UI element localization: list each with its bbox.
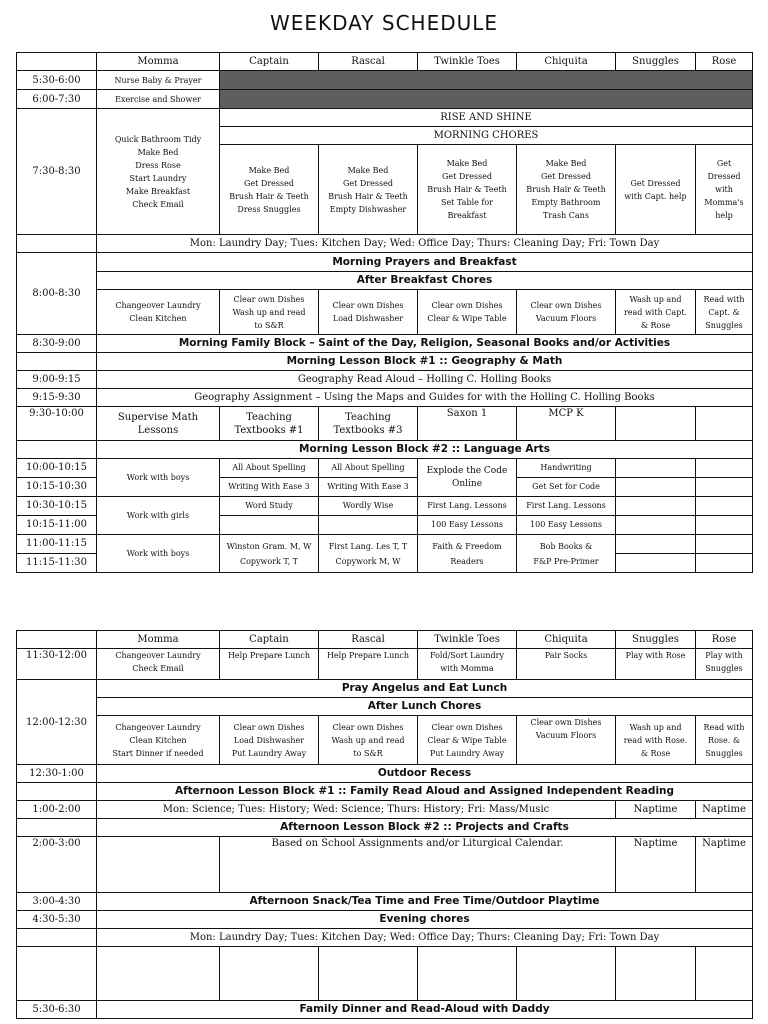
table-row: [17, 90, 753, 109]
time-cell: 9:30-10:00: [17, 407, 97, 441]
table-row: [17, 765, 753, 783]
table-row: [17, 353, 753, 371]
rascal-cell: Clear own Dishes Wash up and read to S&R: [319, 716, 418, 765]
weekday-themes: Mon: Laundry Day; Tues: Kitchen Day; Wed: Office Day; Thurs: Cleaning Day; Fri: Town Day: [97, 235, 753, 253]
table-row: [17, 441, 753, 459]
rose-cell: [696, 459, 753, 497]
snuggles-cell: Wash up and read with Rose. & Rose: [616, 716, 696, 765]
captain-cell: Make Bed Get Dressed Brush Hair & Teeth Dress Snuggles: [220, 145, 319, 235]
time-cell: 10:30-10:15: [25, 500, 87, 511]
time-cell: 5:30-6:00: [17, 71, 97, 90]
section-family-dinner: Family Dinner and Read-Aloud with Daddy: [97, 1001, 753, 1019]
header-rose: Rose: [696, 631, 753, 649]
header-twinkle-toes: Twinkle Toes: [418, 631, 517, 649]
time-cell: 8:00-8:30: [17, 253, 97, 335]
section-after-breakfast-chores: After Breakfast Chores: [97, 272, 753, 290]
section-lesson-block-2: Morning Lesson Block #2 :: Language Arts: [97, 441, 753, 459]
table-row: [17, 911, 753, 929]
captain-cell: [220, 459, 319, 497]
time-cell: 9:00-9:15: [17, 371, 97, 389]
time-cell: [17, 353, 97, 371]
header-captain: Captain: [220, 53, 319, 71]
captain-cell: Clear own Dishes Load Dishwasher Put Laundry Away: [220, 716, 319, 765]
time-cell: [17, 819, 97, 837]
rose-cell: Get Dressed with Momma's help: [696, 145, 753, 235]
twinkle-cell: Clear own Dishes Clear & Wipe Table: [418, 290, 517, 335]
chiquita-cell: Make Bed Get Dressed Brush Hair & Teeth Empty Bathroom Trash Cans: [517, 145, 616, 235]
momma-cell: Supervise Math Lessons: [97, 407, 220, 441]
twinkle-cell: [418, 497, 517, 535]
time-cell: [17, 947, 97, 1001]
captain-cell: Teaching Textbooks #1: [220, 407, 319, 441]
momma-cell: Changeover Laundry Clean Kitchen: [97, 290, 220, 335]
snuggles-cell: [616, 947, 696, 1001]
schedule-table-morning: [16, 52, 753, 573]
table-row: [17, 1001, 753, 1019]
header-chiquita: Chiquita: [517, 53, 616, 71]
table-row: [17, 649, 753, 680]
shaded-cell: [220, 90, 753, 109]
rascal-writing: Writing With Ease 3: [319, 477, 417, 496]
snuggles-cell: Wash up and read with Capt. & Rose: [616, 290, 696, 335]
header-captain: Captain: [220, 631, 319, 649]
time-cell-pair: [17, 459, 97, 497]
header-rose: Rose: [696, 53, 753, 71]
weekday-themes: Mon: Laundry Day; Tues: Kitchen Day; Wed: Office Day; Thurs: Cleaning Day; Fri: Town Day: [97, 929, 753, 947]
twinkle-cell: Clear own Dishes Clear & Wipe Table Put Laundry Away: [418, 716, 517, 765]
rascal-cell: Make Bed Get Dressed Brush Hair & Teeth Empty Dishwasher: [319, 145, 418, 235]
chiquita-cell: [517, 497, 616, 535]
section-evening-chores: Evening chores: [97, 911, 753, 929]
rascal-cell: [319, 459, 418, 497]
chiquita-cell: MCP K: [517, 407, 616, 441]
time-cell: [17, 783, 97, 801]
snuggles-cell: [616, 407, 696, 441]
section-rise-and-shine: RISE AND SHINE: [220, 109, 753, 127]
rascal-wordly-wise: Wordly Wise: [342, 501, 394, 510]
table-row: [17, 71, 753, 90]
time-cell: 6:00-7:30: [17, 90, 97, 109]
table-row: [17, 253, 753, 272]
rose-cell: Read with Capt. & Snuggles: [696, 290, 753, 335]
momma-cell: Quick Bathroom Tidy Make Bed Dress Rose Start Laundry Make Breakfast Check Email: [97, 109, 220, 235]
chiquita-cell: Pair Socks: [517, 649, 616, 680]
table-row: [17, 947, 753, 1001]
time-cell: 10:15-11:00: [17, 515, 96, 534]
section-morning-chores: MORNING CHORES: [220, 127, 753, 145]
captain-cell: Help Prepare Lunch: [220, 649, 319, 680]
time-cell-pair: [17, 497, 97, 535]
section-outdoor-recess: Outdoor Recess: [97, 765, 753, 783]
twinkle-cell: Explode the Code Online: [418, 459, 517, 497]
rose-cell: Naptime: [696, 837, 753, 893]
section-morning-prayers: Morning Prayers and Breakfast: [97, 253, 753, 272]
snuggles-cell: [616, 535, 696, 573]
snuggles-cell: Naptime: [616, 801, 696, 819]
table-row: [17, 235, 753, 253]
time-cell: 1:00-2:00: [17, 801, 97, 819]
rose-cell: Naptime: [696, 801, 753, 819]
twinkle-100-easy: 100 Easy Lessons: [418, 515, 516, 534]
rose-cell: [696, 947, 753, 1001]
rascal-spelling: All About Spelling: [331, 463, 405, 472]
time-cell: 10:00-10:15: [25, 462, 87, 473]
table-row: [17, 837, 753, 893]
table-row: [17, 407, 753, 441]
rascal-cell: Clear own Dishes Load Dishwasher: [319, 290, 418, 335]
momma-cell: Exercise and Shower: [97, 90, 220, 109]
time-cell: 12:00-12:30: [17, 680, 97, 765]
table-row: [17, 335, 753, 353]
chiquita-cell: Bob Books & F&P Pre-Primer: [517, 535, 616, 573]
time-cell: [17, 929, 97, 947]
table-row: [17, 109, 753, 127]
time-cell: 3:00-4:30: [17, 893, 97, 911]
snuggles-cell: Naptime: [616, 837, 696, 893]
time-cell: 8:30-9:00: [17, 335, 97, 353]
subject-schedule: Mon: Science; Tues: History; Wed: Science; Thurs: History; Fri: Mass/Music: [97, 801, 616, 819]
header-rascal: Rascal: [319, 53, 418, 71]
section-afternoon-block-1: Afternoon Lesson Block #1 :: Family Read Aloud and Assigned Independent Reading: [97, 783, 753, 801]
captain-cell: [220, 497, 319, 535]
momma-cell: [97, 837, 220, 893]
chiquita-cell: [517, 947, 616, 1001]
table-row: [17, 272, 753, 290]
rascal-cell: [319, 947, 418, 1001]
time-cell: 5:30-6:30: [17, 1001, 97, 1019]
header-momma: Momma: [97, 631, 220, 649]
momma-cell: Work with boys: [97, 535, 220, 573]
table-row: [17, 680, 753, 698]
snuggles-cell: Play with Rose: [616, 649, 696, 680]
table-row: [17, 698, 753, 716]
chiquita-cell: Clear own Dishes Vacuum Floors: [517, 716, 616, 765]
header-snuggles: Snuggles: [616, 53, 696, 71]
page-title: WEEKDAY SCHEDULE: [269, 11, 499, 35]
momma-cell: Work with girls: [97, 497, 220, 535]
twinkle-cell: Fold/Sort Laundry with Momma: [418, 649, 517, 680]
captain-cell: Clear own Dishes Wash up and read to S&R: [220, 290, 319, 335]
chiquita-handwriting: Handwriting: [540, 463, 592, 472]
snuggles-cell: [616, 459, 696, 497]
time-cell-pair: [17, 535, 97, 573]
momma-cell: Work with boys: [97, 459, 220, 497]
chiquita-cell: Clear own Dishes Vacuum Floors: [517, 290, 616, 335]
section-afternoon-block-2: Afternoon Lesson Block #2 :: Projects and Crafts: [97, 819, 753, 837]
captain-cell: Winston Gram. M, W Copywork T, T: [220, 535, 319, 573]
captain-word-study: Word Study: [245, 501, 293, 510]
chiquita-cell: [517, 459, 616, 497]
time-cell: [17, 235, 97, 253]
chiquita-get-set: Get Set for Code: [517, 477, 615, 496]
momma-cell: [97, 947, 220, 1001]
snuggles-cell: Get Dressed with Capt. help: [616, 145, 696, 235]
rascal-cell: Help Prepare Lunch: [319, 649, 418, 680]
table-row: [17, 716, 753, 765]
table-header-row: [17, 631, 753, 649]
table-row: [17, 783, 753, 801]
section-lesson-block-1: Morning Lesson Block #1 :: Geography & Math: [97, 353, 753, 371]
geography-read-aloud: Geography Read Aloud – Holling C. Holling Books: [97, 371, 753, 389]
time-cell: 7:30-8:30: [17, 109, 97, 235]
time-cell: 11:00-11:15: [25, 538, 87, 549]
header-rascal: Rascal: [319, 631, 418, 649]
time-cell: 2:00-3:00: [17, 837, 97, 893]
time-cell: 11:15-11:30: [17, 553, 96, 572]
rose-cell: Play with Snuggles: [696, 649, 753, 680]
time-cell: 12:30-1:00: [17, 765, 97, 783]
section-pray-angelus: Pray Angelus and Eat Lunch: [97, 680, 753, 698]
twinkle-cell: Make Bed Get Dressed Brush Hair & Teeth Set Table for Breakfast: [418, 145, 517, 235]
rascal-cell: [319, 497, 418, 535]
table-row: [17, 389, 753, 407]
geography-assignment: Geography Assignment – Using the Maps and Guides for with the Holling C. Holling Books: [97, 389, 753, 407]
rose-cell: [696, 535, 753, 573]
captain-spelling: All About Spelling: [232, 463, 306, 472]
momma-cell: Nurse Baby & Prayer: [97, 71, 220, 90]
projects-description: Based on School Assignments and/or Liturgical Calendar.: [220, 837, 616, 893]
momma-cell: Changeover Laundry Clean Kitchen Start Dinner if needed: [97, 716, 220, 765]
chiquita-first-lang: First Lang. Lessons: [526, 501, 606, 510]
table-header-row: [17, 53, 753, 71]
rascal-cell: First Lang. Les T, T Copywork M, W: [319, 535, 418, 573]
table-row: [17, 290, 753, 335]
rose-cell: Read with Rose. & Snuggles: [696, 716, 753, 765]
table-row: [17, 535, 753, 573]
time-cell: 4:30-5:30: [17, 911, 97, 929]
header-snuggles: Snuggles: [616, 631, 696, 649]
twinkle-cell: Faith & Freedom Readers: [418, 535, 517, 573]
time-cell: [17, 441, 97, 459]
section-after-lunch-chores: After Lunch Chores: [97, 698, 753, 716]
rascal-cell: Teaching Textbooks #3: [319, 407, 418, 441]
twinkle-cell: Saxon 1: [418, 407, 517, 441]
momma-cell: Changeover Laundry Check Email: [97, 649, 220, 680]
twinkle-first-lang: First Lang. Lessons: [427, 501, 507, 510]
table-row: [17, 801, 753, 819]
captain-cell: [220, 947, 319, 1001]
twinkle-cell: [418, 947, 517, 1001]
table-row: [17, 819, 753, 837]
header-cell-time: [17, 53, 97, 71]
table-row: [17, 497, 753, 535]
table-row: [17, 459, 753, 497]
rose-cell: [696, 497, 753, 535]
chiquita-100-easy: 100 Easy Lessons: [517, 515, 615, 534]
table-row: [17, 929, 753, 947]
section-snack-free-time: Afternoon Snack/Tea Time and Free Time/Outdoor Playtime: [97, 893, 753, 911]
time-cell: 11:30-12:00: [17, 649, 97, 680]
rose-cell: [696, 407, 753, 441]
header-twinkle-toes: Twinkle Toes: [418, 53, 517, 71]
time-cell: 10:15-10:30: [17, 477, 96, 496]
shaded-cell: [220, 71, 753, 90]
header-cell-time: [17, 631, 97, 649]
schedule-table-afternoon: [16, 630, 753, 1019]
section-morning-family-block: Morning Family Block – Saint of the Day, Religion, Seasonal Books and/or Activities: [97, 335, 753, 353]
captain-writing: Writing With Ease 3: [220, 477, 318, 496]
header-chiquita: Chiquita: [517, 631, 616, 649]
header-momma: Momma: [97, 53, 220, 71]
table-row: [17, 893, 753, 911]
table-row: [17, 371, 753, 389]
time-cell: 9:15-9:30: [17, 389, 97, 407]
snuggles-cell: [616, 497, 696, 535]
